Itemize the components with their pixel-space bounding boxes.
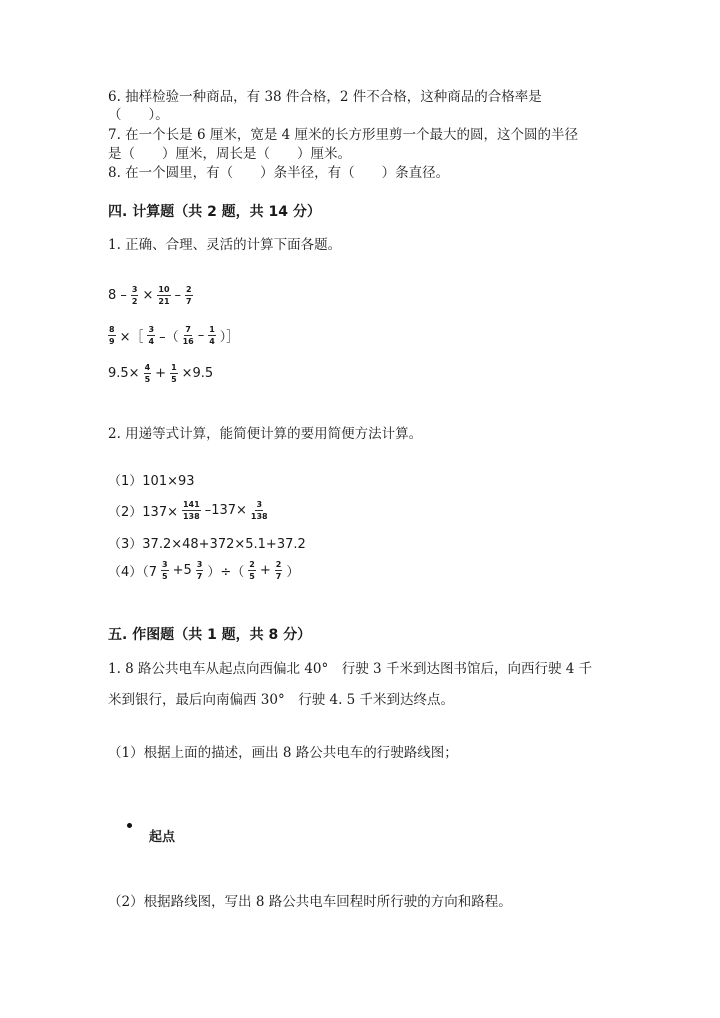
fraction <box>185 285 193 306</box>
question-7-line-2: 是（ ）厘米，周长是（ ）厘米。 <box>108 146 351 162</box>
fraction <box>248 560 256 581</box>
fraction-denominator: 7 <box>196 572 203 581</box>
origin-label: 起点 <box>149 830 176 845</box>
calc-item-2 <box>108 500 272 521</box>
question-6-line-1: 6. 抽样检验一种商品，有 38 件合格，2 件不合格，这种商品的合格率是 <box>108 89 542 105</box>
fraction-denominator: 5 <box>144 375 151 384</box>
fraction <box>144 363 152 384</box>
closing-bracket: ） <box>286 565 300 580</box>
operator: –137× <box>204 503 247 518</box>
calc-q1-prompt: 1. 正确、合理、灵活的计算下面各题。 <box>108 237 342 253</box>
expression-3 <box>108 363 213 384</box>
operator: –（ <box>159 330 179 345</box>
fraction <box>275 560 283 581</box>
item2-label: （2）137× <box>108 505 178 520</box>
item4-label: （4）（7 <box>108 565 158 580</box>
fraction-denominator: 9 <box>109 337 115 346</box>
fraction-denominator: 5 <box>162 572 168 581</box>
fraction <box>147 325 155 346</box>
drawing-q1-line-2: 米到银行，最后向南偏西 30° 行驶 4. 5 千米到达终点。 <box>108 692 455 708</box>
fraction <box>157 285 170 306</box>
calc-item-3: （3）37.2×48+372×5.1+37.2 <box>108 537 306 552</box>
fraction-numerator: 2 <box>186 285 192 294</box>
fraction-numerator: 7 <box>185 325 191 334</box>
drawing-part-2: （2）根据路线图，写出 8 路公共电车回程时所行驶的方向和路程。 <box>108 894 512 910</box>
fraction-denominator: 138 <box>250 512 268 521</box>
fraction-denominator: 2 <box>131 297 138 306</box>
fraction-numerator: 141 <box>182 500 200 509</box>
expr1-term: 8 – <box>108 288 127 303</box>
fraction-denominator: 4 <box>209 337 215 346</box>
fraction-numerator: 2 <box>249 560 255 569</box>
section-5-title: 五. 作图题（共 1 题，共 8 分） <box>108 627 312 643</box>
expression-1 <box>108 285 197 306</box>
fraction-denominator: 7 <box>275 572 282 581</box>
fraction <box>161 560 169 581</box>
origin-point <box>127 823 132 828</box>
fraction-denominator: 5 <box>249 572 255 581</box>
operator: ）÷（ <box>207 565 245 580</box>
operator: + <box>259 563 271 578</box>
operator: +5 <box>172 563 192 578</box>
fraction-numerator: 3 <box>162 560 168 569</box>
fraction-numerator: 3 <box>131 285 138 294</box>
fraction-denominator: 138 <box>182 512 200 521</box>
fraction-numerator: 3 <box>256 500 263 509</box>
expression-2 <box>108 325 239 346</box>
fraction-numerator: 3 <box>196 560 203 569</box>
fraction-denominator: 21 <box>158 297 170 306</box>
fraction <box>170 363 178 384</box>
fraction-denominator: 4 <box>148 337 155 346</box>
operator: ×［ <box>119 330 144 345</box>
fraction-denominator: 16 <box>182 337 194 346</box>
fraction <box>108 325 116 346</box>
fraction-denominator: 7 <box>186 297 192 306</box>
closing-brackets: ）］ <box>219 330 240 345</box>
fraction <box>251 500 268 521</box>
expr3-term: 9.5× <box>108 366 140 381</box>
question-8: 8. 在一个圆里，有（ ）条半径，有（ ）条直径。 <box>108 165 450 181</box>
operator: + <box>155 366 167 381</box>
calc-item-1: （1）101×93 <box>108 474 195 489</box>
calc-item-4 <box>108 560 299 581</box>
fraction-numerator: 1 <box>209 325 215 334</box>
fraction-numerator: 1 <box>171 363 177 372</box>
fraction <box>183 325 194 346</box>
fraction-denominator: 5 <box>171 375 177 384</box>
operator: – <box>174 288 182 303</box>
question-6-line-2: （ ）。 <box>108 107 169 123</box>
fraction-numerator: 2 <box>275 560 282 569</box>
drawing-part-1: （1）根据上面的描述，画出 8 路公共电车的行驶路线图； <box>108 745 458 761</box>
fraction <box>208 325 216 346</box>
fraction-numerator: 10 <box>158 285 170 294</box>
fraction-numerator: 3 <box>148 325 155 334</box>
calc-q2-prompt: 2. 用递等式计算，能简便计算的要用简便方法计算。 <box>108 426 423 442</box>
drawing-q1-line-1: 1. 8 路公共电车从起点向西偏北 40° 行驶 3 千米到达图书馆后，向西行驶 4 千 <box>108 661 593 677</box>
question-7-line-1: 7. 在一个长是 6 厘米，宽是 4 厘米的长方形里剪一个最大的圆，这个圆的半径 <box>108 127 579 143</box>
fraction <box>196 560 204 581</box>
section-4-title: 四. 计算题（共 2 题，共 14 分） <box>108 204 321 220</box>
fraction-numerator: 4 <box>144 363 151 372</box>
fraction <box>131 285 139 306</box>
fraction-numerator: 8 <box>109 325 115 334</box>
operator: × <box>142 288 154 303</box>
fraction <box>182 500 201 521</box>
expr3-term: ×9.5 <box>181 366 214 381</box>
operator: – <box>197 328 205 343</box>
